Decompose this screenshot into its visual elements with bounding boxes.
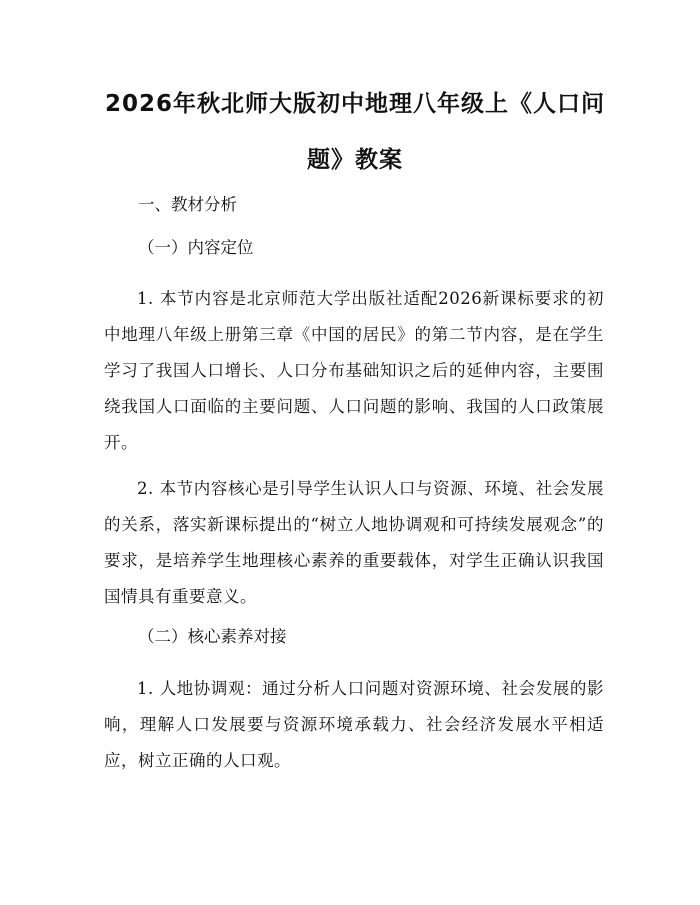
document-title: 2026年秋北师大版初中地理八年级上《人口问题》教案 [104, 91, 605, 173]
section-heading-textbook-analysis: 一、教材分析 [138, 195, 237, 214]
paragraph-content-2: 2. 本节内容核心是引导学生认识人口与资源、环境、社会发展的关系，落实新课标提出的“树立人地协调观和可持续发展观念”的要求，是培养学生地理核心素养的重要载体，对学生正确认识我国国情具有重要意义。 [104, 479, 604, 606]
subsection-heading-core-literacy: （二）核心素养对接 [138, 627, 287, 646]
subsection-heading-content-positioning: （一）内容定位 [138, 238, 254, 257]
paragraph-content-1: 1. 本节内容是北京师范大学出版社适配2026新课标要求的初中地理八年级上册第三章《中国的居民》的第二节内容，是在学生学习了我国人口增长、人口分布基础知识之后的延伸内容，主要围绕我国人口面临的主要问题、人口问题的影响、我国的人口政策展开。 [104, 289, 604, 452]
paragraph-content-3: 1. 人地协调观：通过分析人口问题对资源环境、社会发展的影响，理解人口发展要与资源环境承载力、社会经济发展水平相适应，树立正确的人口观。 [104, 679, 604, 770]
